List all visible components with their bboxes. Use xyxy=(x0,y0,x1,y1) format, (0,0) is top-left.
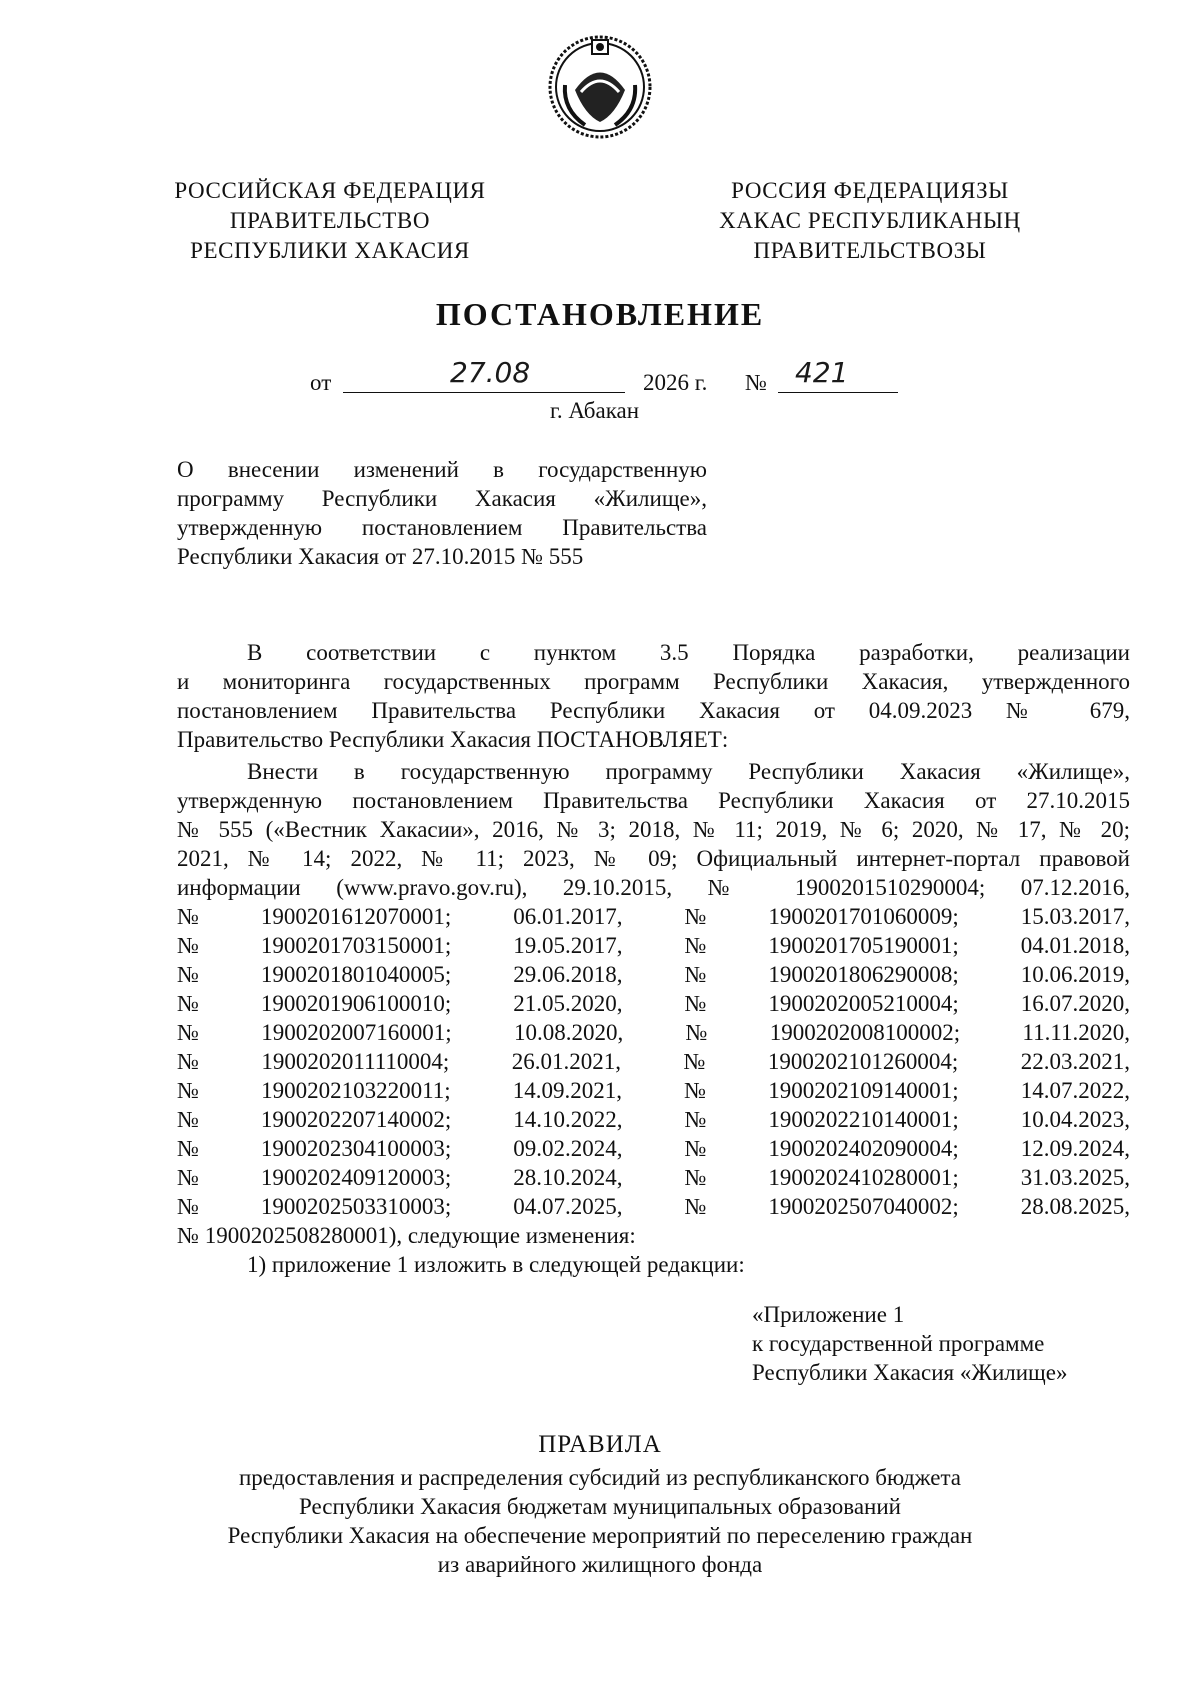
publication-cell: 1900202507040002; xyxy=(768,1194,959,1219)
publication-row xyxy=(177,902,1130,931)
publication-cell: № xyxy=(177,1107,199,1132)
publication-cell: 21.05.2020, xyxy=(513,991,623,1016)
rules-title: ПРАВИЛА xyxy=(538,1431,662,1458)
publication-cell: 1900201906100010; xyxy=(260,991,452,1016)
preamble-line: В соответствии с пунктом 3.5 Порядка разработки, реализации xyxy=(247,640,1130,665)
publication-cell: 04.01.2018, xyxy=(1020,933,1130,958)
publication-cell: № xyxy=(177,991,199,1016)
from-label: от xyxy=(310,370,332,395)
publication-cell: № xyxy=(177,1165,199,1190)
publication-cell: № xyxy=(684,962,707,987)
publication-cell: № xyxy=(684,1107,707,1132)
publication-cell: № xyxy=(177,1020,199,1045)
publication-cell: 28.10.2024, xyxy=(513,1165,623,1190)
decree-line: утвержденную постановлением Правительства Республики Хакасия от 27.10.2015 xyxy=(177,788,1130,813)
rules-line: Республики Хакасия бюджетам муниципальных образований xyxy=(299,1494,901,1519)
subject-block xyxy=(177,455,707,571)
preamble-line: Правительство Республики Хакасия ПОСТАНОВЛЯЕТ: xyxy=(177,727,729,752)
publication-cell: 1900202103220011; xyxy=(261,1078,451,1103)
publication-cell: 1900201612070001; xyxy=(260,904,452,929)
coat-of-arms-emblem xyxy=(545,30,655,140)
publication-numbers-list xyxy=(177,902,1130,1221)
publication-cell: 31.03.2025, xyxy=(1020,1165,1130,1190)
subject-line: Республики Хакасия от 27.10.2015 № 555 xyxy=(177,544,584,569)
handwritten-date: 27.08 xyxy=(450,356,531,389)
subject-line: утвержденную постановлением Правительства xyxy=(177,515,707,540)
header-right xyxy=(700,176,1040,266)
publication-row xyxy=(177,960,1130,989)
rules-line: из аварийного жилищного фонда xyxy=(437,1552,763,1577)
publication-cell: 10.04.2023, xyxy=(1020,1107,1130,1132)
publication-cell: 1900202503310003; xyxy=(260,1194,452,1219)
preamble-line: постановлением Правительства Республики Хакасия от 04.09.2023 № 679, xyxy=(177,698,1130,723)
appendix-reference xyxy=(752,1300,1067,1387)
date-line xyxy=(0,356,1200,398)
publication-cell: 14.09.2021, xyxy=(512,1078,622,1103)
header-left-line: РЕСПУБЛИКИ ХАКАСИЯ xyxy=(190,238,470,263)
decree-line: № 555 («Вестник Хакасии», 2016, № 3; 2018, № 11; 2019, № 6; 2020, № 17, № 20; xyxy=(177,817,1130,842)
publication-cell: № xyxy=(177,904,199,929)
publication-cell: № xyxy=(177,1049,199,1074)
document-type-title: ПОСТАНОВЛЕНИЕ xyxy=(435,296,765,332)
header-left xyxy=(160,176,500,266)
publication-cell: 22.03.2021, xyxy=(1020,1049,1130,1074)
publication-row xyxy=(177,1047,1130,1076)
header-right-line: РОССИЯ ФЕДЕРАЦИЯЗЫ xyxy=(731,178,1009,203)
rules-line: предоставления и распределения субсидий из республиканского бюджета xyxy=(238,1465,962,1490)
publication-cell: № xyxy=(684,1165,707,1190)
publication-cell: 1900202005210004; xyxy=(768,991,959,1016)
item-1-line: 1) приложение 1 изложить в следующей редакции: xyxy=(247,1252,745,1277)
publication-cell: 15.03.2017, xyxy=(1020,904,1130,929)
publication-cell: № xyxy=(177,933,199,958)
publication-cell: 1900202409120003; xyxy=(260,1165,452,1190)
publication-cell: 1900201705190001; xyxy=(768,933,959,958)
decree-line: Внести в государственную программу Республики Хакасия «Жилище», xyxy=(247,759,1130,784)
publication-cell: 1900202402090004; xyxy=(768,1136,959,1161)
header-right-line: ПРАВИТЕЛЬСТВОЗЫ xyxy=(753,238,987,263)
publication-cell: 1900202101260004; xyxy=(767,1049,959,1074)
publication-row xyxy=(177,931,1130,960)
publication-cell: 10.06.2019, xyxy=(1020,962,1130,987)
subject-line: программу Республики Хакасия «Жилище», xyxy=(177,486,707,511)
publication-row xyxy=(177,1134,1130,1163)
handwritten-number: 421 xyxy=(795,356,849,389)
publication-row xyxy=(177,1163,1130,1192)
decree-line: информации (www.pravo.gov.ru), 29.10.2015, № 1900201510290004; 07.12.2016, xyxy=(177,875,1130,900)
publication-cell: 11.11.2020, xyxy=(1022,1020,1130,1045)
subject-line: О внесении изменений в государственную xyxy=(177,457,707,482)
publication-cell: 09.02.2024, xyxy=(513,1136,623,1161)
year-text: 2026 г. xyxy=(643,370,708,395)
publication-cell: № xyxy=(177,962,199,987)
decree-text xyxy=(177,757,1130,1279)
publication-cell: № xyxy=(684,1136,707,1161)
publication-cell: 1900202011110004; xyxy=(261,1049,450,1074)
publication-cell: № xyxy=(685,1020,708,1045)
publication-cell: 16.07.2020, xyxy=(1020,991,1130,1016)
decree-line: 2021, № 14; 2022, № 11; 2023, № 09; Официальный интернет-портал правовой xyxy=(177,846,1130,871)
publication-cell: 19.05.2017, xyxy=(513,933,623,958)
publication-row xyxy=(177,1018,1130,1047)
publication-cell: 1900202109140001; xyxy=(768,1078,959,1103)
publication-cell: 28.08.2025, xyxy=(1020,1194,1130,1219)
publication-cell: 1900202008100002; xyxy=(769,1020,961,1045)
publication-cell: 1900201806290008; xyxy=(768,962,959,987)
publication-cell: 1900201703150001; xyxy=(260,933,452,958)
publication-cell: 1900202304100003; xyxy=(260,1136,452,1161)
publication-row xyxy=(177,1105,1130,1134)
preamble xyxy=(177,638,1130,754)
publication-cell: № xyxy=(177,1194,199,1219)
publication-cell: 14.07.2022, xyxy=(1020,1078,1130,1103)
publication-cell: 1900201701060009; xyxy=(768,904,959,929)
publication-cell: 14.10.2022, xyxy=(513,1107,623,1132)
publication-cell: 1900202007160001; xyxy=(261,1020,452,1045)
publication-row xyxy=(177,1076,1130,1105)
preamble-line: и мониторинга государственных программ Республики Хакасия, утвержденного xyxy=(177,669,1130,694)
publication-cell: 29.06.2018, xyxy=(513,962,623,987)
appendix-line: «Приложение 1 xyxy=(752,1302,905,1327)
publication-cell: № xyxy=(684,1194,707,1219)
appendix-line: Республики Хакасия «Жилище» xyxy=(752,1360,1068,1385)
publication-cell: № xyxy=(683,1049,706,1074)
publication-cell: 12.09.2024, xyxy=(1020,1136,1130,1161)
publication-cell: 26.01.2021, xyxy=(511,1049,621,1074)
publication-cell: № xyxy=(684,1078,707,1103)
publication-cell: 04.07.2025, xyxy=(513,1194,623,1219)
publication-cell: 1900202207140002; xyxy=(260,1107,452,1132)
header-left-line: РОССИЙСКАЯ ФЕДЕРАЦИЯ xyxy=(174,178,486,203)
publication-cell: 10.08.2020, xyxy=(513,1020,624,1045)
publication-cell: 1900202210140001; xyxy=(768,1107,959,1132)
publication-row xyxy=(177,989,1130,1018)
publication-cell: 1900201801040005; xyxy=(260,962,452,987)
publication-cell: № xyxy=(177,1136,199,1161)
publication-cell: 06.01.2017, xyxy=(513,904,623,929)
header-right-line: ХАКАС РЕСПУБЛИКАНЫҢ xyxy=(719,208,1021,233)
publication-cell: № xyxy=(684,991,707,1016)
decree-closing-line: № 1900202508280001), следующие изменения: xyxy=(177,1223,636,1248)
publication-row xyxy=(177,1192,1130,1221)
appendix-line: к государственной программе xyxy=(752,1331,1045,1356)
city: г. Абакан xyxy=(550,398,640,423)
rules-line: Республики Хакасия на обеспечение мероприятий по переселению граждан xyxy=(227,1523,973,1548)
publication-cell: № xyxy=(177,1078,199,1103)
publication-cell: № xyxy=(684,933,707,958)
header-left-line: ПРАВИТЕЛЬСТВО xyxy=(229,208,431,233)
publication-cell: 1900202410280001; xyxy=(768,1165,959,1190)
number-label: № xyxy=(745,370,767,395)
publication-cell: № xyxy=(684,904,707,929)
rules-heading xyxy=(0,1430,1200,1579)
